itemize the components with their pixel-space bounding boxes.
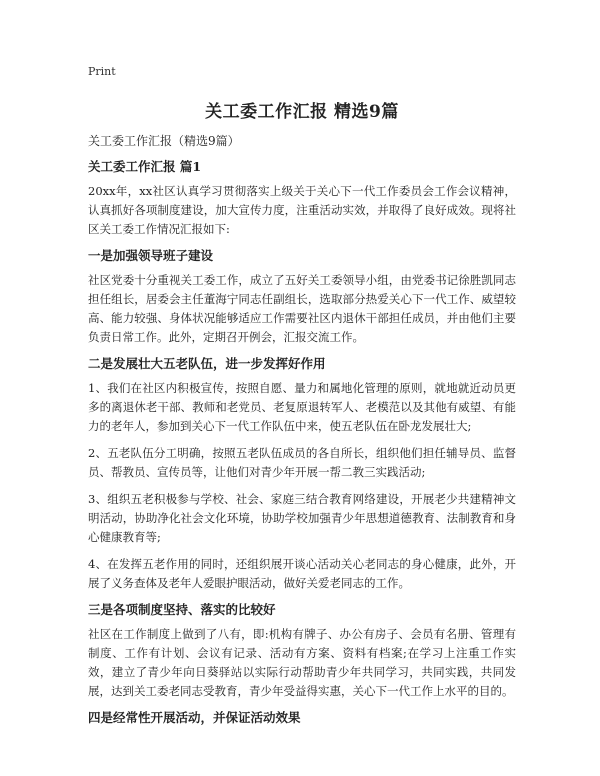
section-2-paragraph-4: 4、在发挥五老作用的同时，还组织展开谈心活动关心老同志的身心健康，此外，开展了义务查体及老年人爱眼护眼活动，做好关爱老同志的工作。: [88, 557, 516, 590]
document-subtitle: 关工委工作汇报（精选9篇）: [88, 134, 240, 148]
part-heading: 关工委工作汇报 篇1: [88, 159, 202, 174]
section-3-paragraph: 社区在工作制度上做到了八有，即:机构有牌子、办公有房子、会员有名册、管理有制度、工作有计划、会议有记录、活动有方案、资料有档案;在学习上注重工作实效，建立了青少年向日葵驿站以实际行动帮助青少年共同学习，共同实践，共同发展，达到关工委老同志受教育，青少年受益得实惠，关心下一代工作上水平的目的。: [88, 627, 516, 698]
section-2-paragraph-3: 3、组织五老积极参与学校、社会、家庭三结合教育网络建设，开展老少共建精神文明活动，协助净化社会文化环境，协助学校加强青少年思想道德教育、法制教育和身心健康教育等;: [88, 492, 516, 544]
section-heading-4: 四是经常性开展活动，并保证活动效果: [88, 710, 301, 725]
intro-paragraph: 20xx年，xx社区认真学习贯彻落实上级关于关心下一代工作委员会工作会议精神，认真抓好各项制度建设，加大宣传力度，注重活动实效，并取得了良好成效。现将社区关工委工作情况汇报如下:: [88, 184, 516, 236]
section-2-paragraph-1: 1、我们在社区内积极宣传，按照自愿、量力和属地化管理的原则，就地就近动员更多的离退休老干部、教师和老党员、老复原退转军人、老模范以及其他有威望、有能力的老年人，参加到关心下一代工作队伍中来，使五老队伍在卧龙发展壮大;: [88, 381, 516, 433]
document-title: 关工委工作汇报 精选9篇: [205, 102, 399, 122]
section-heading-2: 二是发展壮大五老队伍，进一步发挥好作用: [88, 356, 326, 371]
section-heading-3: 三是各项制度坚持、落实的比较好: [88, 602, 276, 617]
print-label: Print: [88, 65, 116, 78]
section-1-paragraph: 社区党委十分重视关工委工作，成立了五好关工委领导小组，由党委书记徐胜凯同志担任组长，居委会主任董海宁同志任副组长，选取部分热爱关心下一代工作、威望较高、能力较强、身体状况能够适应工作需要社区内退休干部担任成员，并由他们主要负责日常工作。此外，定期召开例会，汇报交流工作。: [88, 273, 516, 344]
section-2-paragraph-2: 2、五老队伍分工明确，按照五老队伍成员的各自所长，组织他们担任辅导员、监督员、帮教员、宣传员等，让他们对青少年开展一帮二教三实践活动;: [88, 446, 516, 479]
document-page: [88, 64, 516, 733]
section-heading-1: 一是加强领导班子建设: [88, 248, 214, 263]
